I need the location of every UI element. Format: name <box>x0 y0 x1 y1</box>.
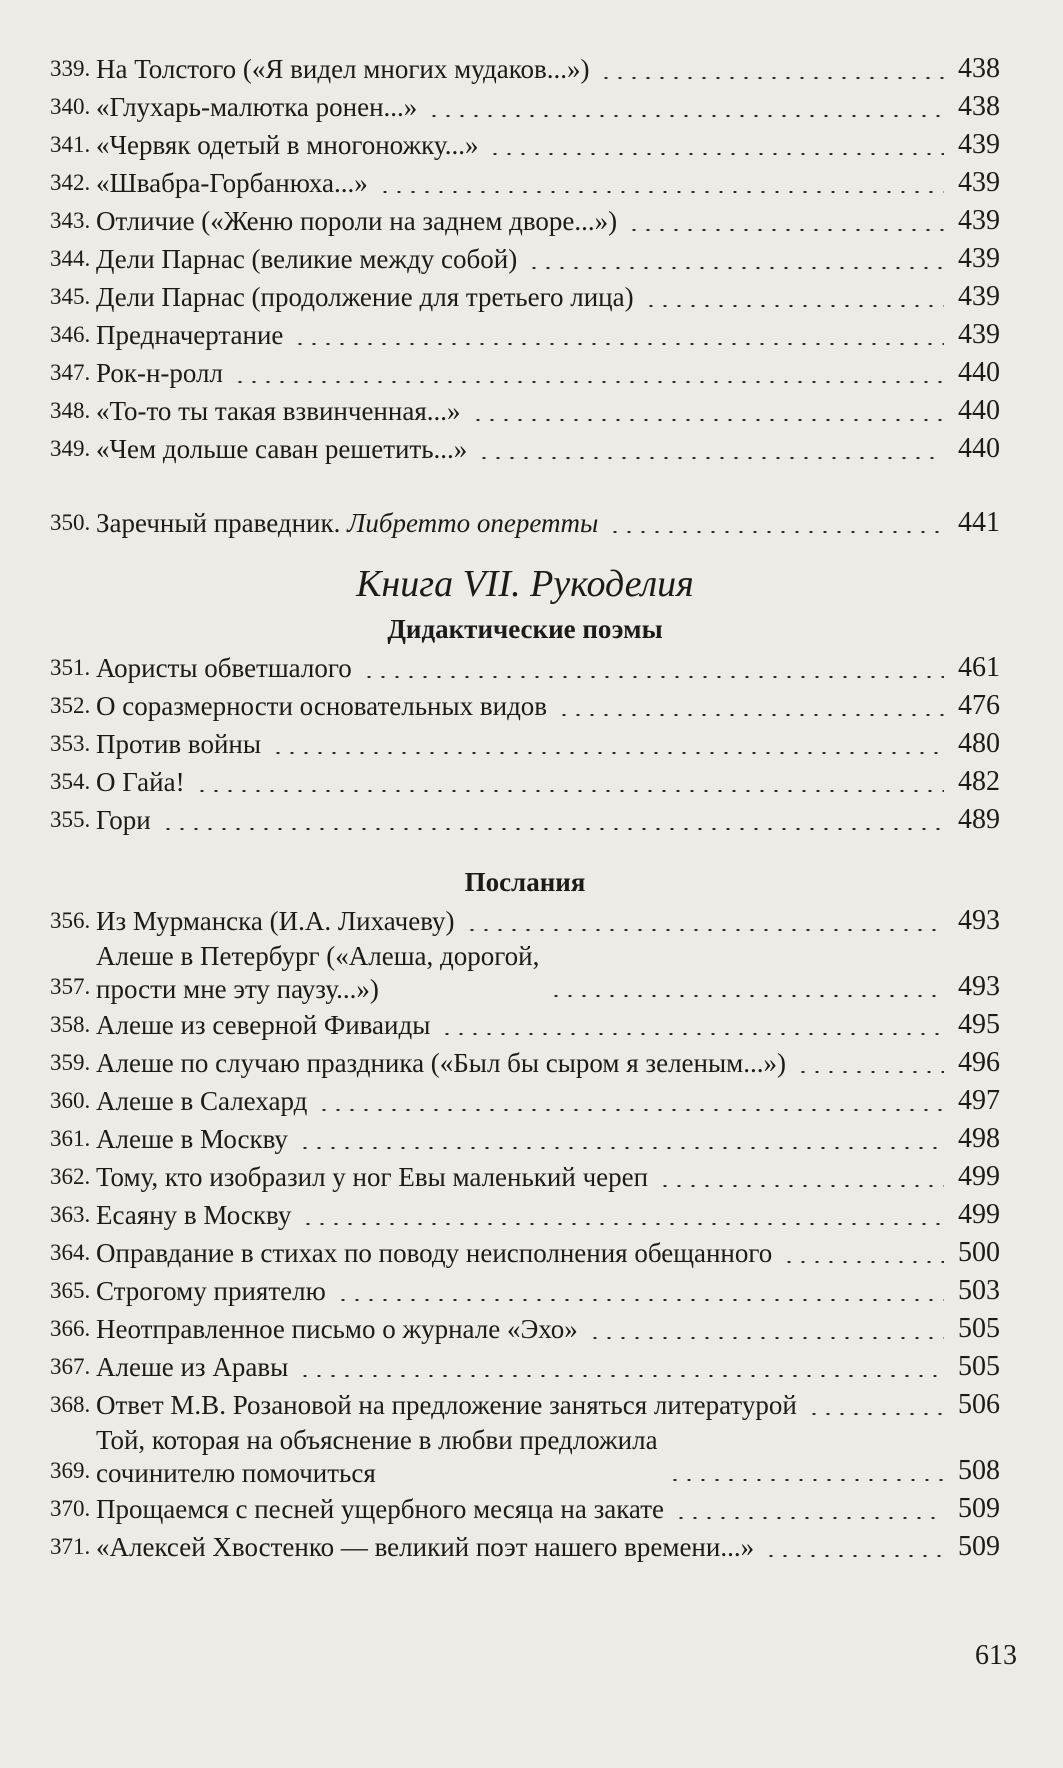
dot-leader <box>161 828 944 830</box>
entry-page: 439 <box>958 129 1000 160</box>
entry-number: 340. <box>50 94 91 119</box>
entry-title: Против войны <box>96 729 261 759</box>
entry-page: 493 <box>958 971 1000 1002</box>
entry-number: 370. <box>50 1496 91 1521</box>
entry-page: 440 <box>958 433 1000 464</box>
toc-entry <box>50 240 1000 278</box>
toc-entry <box>50 1044 1000 1082</box>
entry-title-continued: прости мне эту паузу...») <box>96 974 379 1004</box>
toc-entry <box>50 801 1000 839</box>
dot-leader <box>588 1337 944 1339</box>
entry-page: 476 <box>958 690 1000 721</box>
entry-title: Неотправленное письмо о журнале «Эхо» <box>96 1314 578 1344</box>
entry-title: «Червяк одетый в многоножку...» <box>96 130 479 160</box>
dot-leader <box>440 1033 944 1035</box>
entry-number: 345. <box>50 284 91 309</box>
toc-entry <box>50 1006 1000 1044</box>
entry-title: Ответ М.В. Розановой на предложение заняться литературой <box>96 1390 797 1420</box>
entry-page: 438 <box>958 91 1000 122</box>
entry-page: 439 <box>958 205 1000 236</box>
dot-leader <box>271 752 944 754</box>
entry-title: Рок-н-ролл <box>96 358 223 388</box>
entry-number: 354. <box>50 769 91 794</box>
toc-entry <box>50 164 1000 202</box>
dot-leader <box>362 676 944 678</box>
dot-leader <box>627 229 944 231</box>
dot-leader <box>378 191 944 193</box>
entry-page: 509 <box>958 1531 1000 1562</box>
entry-page: 440 <box>958 395 1000 426</box>
dot-leader <box>557 714 944 716</box>
entry-title-continued: сочинителю помочиться <box>96 1458 376 1488</box>
toc-entry <box>50 902 1000 940</box>
dot-leader <box>764 1555 944 1557</box>
entry-page: 508 <box>958 1455 1000 1486</box>
toc-entry <box>50 1196 1000 1234</box>
entry-number: 356. <box>50 908 91 933</box>
entry-number: 361. <box>50 1126 91 1151</box>
entry-page: 495 <box>958 1009 1000 1040</box>
toc-entry <box>50 88 1000 126</box>
entry-number: 366. <box>50 1316 91 1341</box>
dot-leader <box>465 929 944 931</box>
page-number: 613 <box>975 1640 1017 1671</box>
toc-entry <box>50 763 1000 801</box>
entry-page: 500 <box>958 1237 1000 1268</box>
entry-page: 489 <box>958 804 1000 835</box>
dot-leader <box>796 1071 944 1073</box>
entry-title: Гори <box>96 805 151 835</box>
dot-leader <box>298 1375 944 1377</box>
entry-number: 368. <box>50 1392 91 1417</box>
entry-title: Алеше в Москву <box>96 1124 288 1154</box>
entry-number: 350. <box>50 510 91 535</box>
dot-leader <box>471 419 945 421</box>
dot-leader <box>644 305 944 307</box>
toc-entry <box>50 1424 1000 1490</box>
dot-leader <box>195 790 944 792</box>
toc-entry-350 <box>50 504 1000 542</box>
entry-title: Отличие («Женю пороли на заднем дворе...») <box>96 206 618 236</box>
entry-page: 439 <box>958 281 1000 312</box>
entry-page: 439 <box>958 243 1000 274</box>
entry-number: 348. <box>50 398 91 423</box>
entry-page: 482 <box>958 766 1000 797</box>
entry-number: 352. <box>50 693 91 718</box>
entry-page: 509 <box>958 1493 1000 1524</box>
entry-page: 499 <box>958 1199 1000 1230</box>
entry-page: 499 <box>958 1161 1000 1192</box>
entry-title: Дели Парнас (продолжение для третьего лица) <box>96 282 634 312</box>
entry-number: 371. <box>50 1534 91 1559</box>
dot-leader <box>527 267 944 269</box>
entry-page: 461 <box>958 652 1000 683</box>
dot-leader <box>807 1413 944 1415</box>
entry-title: Аористы обветшалого <box>96 653 352 683</box>
section-letters-list <box>50 902 1000 1566</box>
entry-number: 369. <box>50 1458 91 1483</box>
entry-title: «Алексей Хвостенко — великий поэт нашего времени...» <box>96 1532 755 1562</box>
entry-number: 342. <box>50 170 91 195</box>
entry-number: 351. <box>50 655 91 680</box>
dot-leader <box>427 115 944 117</box>
entry-number: 343. <box>50 208 91 233</box>
toc-entry <box>50 392 1000 430</box>
section-title-letters: Послания <box>464 867 586 897</box>
entry-title: Алеше в Петербург («Алеша, дорогой, <box>96 941 540 971</box>
entry-number: 344. <box>50 246 91 271</box>
entry-number: 355. <box>50 807 91 832</box>
dot-leader <box>301 1223 944 1225</box>
entry-number: 363. <box>50 1202 91 1227</box>
toc-entry <box>50 1272 1000 1310</box>
entry-page: 503 <box>958 1275 1000 1306</box>
dot-leader <box>674 1517 944 1519</box>
entry-title: «Глухарь-малютка ронен...» <box>96 92 418 122</box>
entry-title: Алеше из Аравы <box>96 1352 289 1382</box>
entry-number: 364. <box>50 1240 91 1265</box>
toc-entry <box>50 1120 1000 1158</box>
entry-number: 349. <box>50 436 91 461</box>
entry-title: «Чем дольше саван решетить...» <box>96 434 468 464</box>
toc-entry <box>50 354 1000 392</box>
table-of-contents <box>50 50 1000 1566</box>
entry-page: 496 <box>958 1047 1000 1078</box>
toc-entry <box>50 1490 1000 1528</box>
dot-leader <box>477 457 944 459</box>
toc-entry <box>50 649 1000 687</box>
entry-page: 505 <box>958 1351 1000 1382</box>
entry-number: 339. <box>50 56 91 81</box>
toc-entry <box>50 940 1000 1006</box>
toc-entry <box>50 1082 1000 1120</box>
section-didactic-list <box>50 649 1000 839</box>
dot-leader <box>608 531 944 533</box>
entry-title: На Толстого («Я видел многих мудаков...») <box>96 54 590 84</box>
dot-leader <box>317 1109 944 1111</box>
dot-leader <box>336 1299 944 1301</box>
entry-number: 365. <box>50 1278 91 1303</box>
entry-number: 367. <box>50 1354 91 1379</box>
entry-page: 497 <box>958 1085 1000 1116</box>
entry-title: Алеше из северной Фиваиды <box>96 1010 431 1040</box>
toc-entry <box>50 687 1000 725</box>
dot-leader <box>668 1479 944 1481</box>
dot-leader <box>293 343 944 345</box>
entry-page: 506 <box>958 1389 1000 1420</box>
section-title-didactic: Дидактические поэмы <box>387 614 663 644</box>
toc-entry <box>50 126 1000 164</box>
entry-number: 357. <box>50 974 91 999</box>
entry-page: 439 <box>958 319 1000 350</box>
toc-top-list <box>50 50 1000 468</box>
entry-page: 505 <box>958 1313 1000 1344</box>
entry-page: 480 <box>958 728 1000 759</box>
dot-leader <box>658 1185 944 1187</box>
toc-entry <box>50 50 1000 88</box>
entry-number: 341. <box>50 132 91 157</box>
entry-number: 362. <box>50 1164 91 1189</box>
dot-leader <box>549 995 944 997</box>
entry-subtitle: Либретто оперетты <box>347 508 599 538</box>
toc-entry <box>50 430 1000 468</box>
entry-number: 358. <box>50 1012 91 1037</box>
toc-entry <box>50 1386 1000 1424</box>
toc-entry <box>50 1158 1000 1196</box>
toc-entry <box>50 1528 1000 1566</box>
dot-leader <box>782 1261 944 1263</box>
entry-title: «То-то ты такая взвинченная...» <box>96 396 461 426</box>
entry-title: Строгому приятелю <box>96 1276 326 1306</box>
entry-title: Предначертание <box>96 320 284 350</box>
entry-title: Той, которая на объяснение в любви предложила <box>96 1425 658 1455</box>
entry-page: 441 <box>958 507 1000 538</box>
toc-entry <box>50 1310 1000 1348</box>
entry-page: 439 <box>958 167 1000 198</box>
toc-entry <box>50 202 1000 240</box>
entry-title: Дели Парнас (великие между собой) <box>96 244 518 274</box>
entry-title: Тому, кто изобразил у ног Евы маленький череп <box>96 1162 649 1192</box>
entry-title: О Гайа! <box>96 767 185 797</box>
toc-entry <box>50 316 1000 354</box>
entry-number: 353. <box>50 731 91 756</box>
entry-page: 440 <box>958 357 1000 388</box>
entry-title: Прощаемся с песней ущербного месяца на закате <box>96 1494 665 1524</box>
entry-title: Алеше по случаю праздника («Был бы сыром я зеленым...») <box>96 1048 786 1078</box>
entry-title: О соразмерности основательных видов <box>96 691 548 721</box>
entry-page: 493 <box>958 905 1000 936</box>
dot-leader <box>298 1147 944 1149</box>
entry-page: 438 <box>958 53 1000 84</box>
entry-title: «Швабра-Горбанюха...» <box>96 168 368 198</box>
dot-leader <box>233 381 944 383</box>
entry-page: 498 <box>958 1123 1000 1154</box>
entry-title: Есаяну в Москву <box>96 1200 292 1230</box>
book-title: Книга VII. Рукоделия <box>356 563 694 605</box>
entry-number: 347. <box>50 360 91 385</box>
entry-title: Алеше в Салехард <box>96 1086 308 1116</box>
entry-number: 346. <box>50 322 91 347</box>
entry-number: 359. <box>50 1050 91 1075</box>
toc-entry <box>50 1234 1000 1272</box>
dot-leader <box>599 77 944 79</box>
dot-leader <box>488 153 944 155</box>
toc-entry <box>50 278 1000 316</box>
entry-title: Оправдание в стихах по поводу неисполнения обещанного <box>96 1238 773 1268</box>
toc-entry <box>50 725 1000 763</box>
entry-title: Заречный праведник. <box>96 508 341 538</box>
toc-entry <box>50 1348 1000 1386</box>
entry-title: Из Мурманска (И.А. Лихачеву) <box>96 906 455 936</box>
entry-number: 360. <box>50 1088 91 1113</box>
